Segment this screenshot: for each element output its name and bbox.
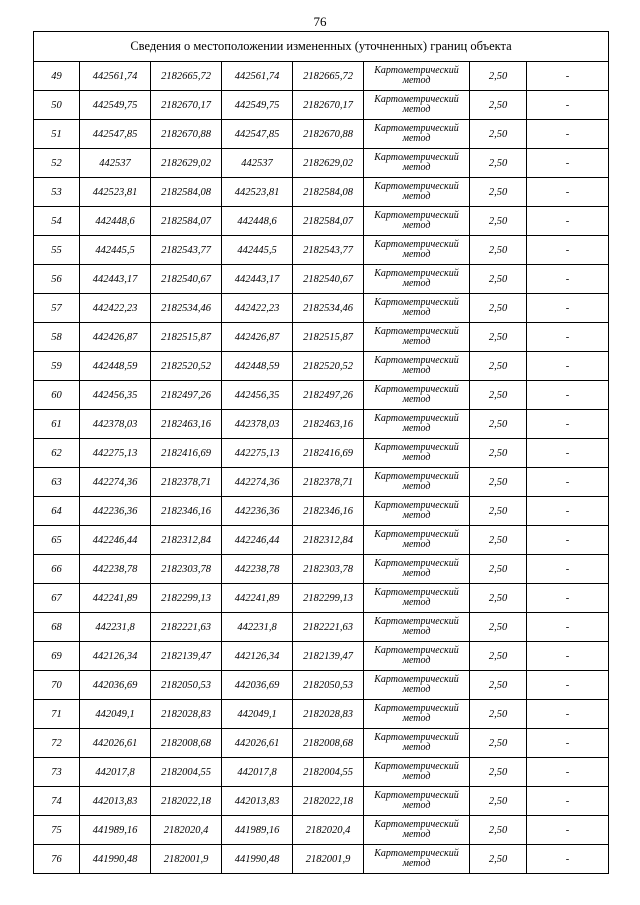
y-existing-cell: 2182050,53 bbox=[151, 671, 222, 700]
table-row bbox=[34, 381, 609, 410]
y-existing-cell: 2182543,77 bbox=[151, 236, 222, 265]
accuracy-cell: 2,50 bbox=[470, 207, 527, 236]
y-new-cell: 2182020,4 bbox=[293, 816, 364, 845]
accuracy-cell: 2,50 bbox=[470, 439, 527, 468]
y-new-cell: 2182299,13 bbox=[293, 584, 364, 613]
y-new-cell: 2182540,67 bbox=[293, 265, 364, 294]
y-new-cell: 2182221,63 bbox=[293, 613, 364, 642]
x-new-cell: 442422,23 bbox=[222, 294, 293, 323]
method-cell: Картометрический метод bbox=[364, 120, 470, 149]
description-cell: - bbox=[527, 787, 609, 816]
point-number-cell: 54 bbox=[34, 207, 80, 236]
accuracy-cell: 2,50 bbox=[470, 352, 527, 381]
point-number-cell: 75 bbox=[34, 816, 80, 845]
x-existing-cell: 442231,8 bbox=[80, 613, 151, 642]
description-cell: - bbox=[527, 642, 609, 671]
y-existing-cell: 2182028,83 bbox=[151, 700, 222, 729]
table-row bbox=[34, 729, 609, 758]
point-number-cell: 57 bbox=[34, 294, 80, 323]
y-existing-cell: 2182520,52 bbox=[151, 352, 222, 381]
x-new-cell: 442537 bbox=[222, 149, 293, 178]
x-new-cell: 442013,83 bbox=[222, 787, 293, 816]
x-new-cell: 442561,74 bbox=[222, 62, 293, 91]
accuracy-cell: 2,50 bbox=[470, 555, 527, 584]
method-cell: Картометрический метод bbox=[364, 845, 470, 874]
y-existing-cell: 2182540,67 bbox=[151, 265, 222, 294]
point-number-cell: 59 bbox=[34, 352, 80, 381]
description-cell: - bbox=[527, 671, 609, 700]
description-cell: - bbox=[527, 613, 609, 642]
point-number-cell: 68 bbox=[34, 613, 80, 642]
y-new-cell: 2182303,78 bbox=[293, 555, 364, 584]
y-new-cell: 2182670,88 bbox=[293, 120, 364, 149]
method-cell: Картометрический метод bbox=[364, 758, 470, 787]
description-cell: - bbox=[527, 845, 609, 874]
y-new-cell: 2182416,69 bbox=[293, 439, 364, 468]
point-number-cell: 62 bbox=[34, 439, 80, 468]
x-existing-cell: 442274,36 bbox=[80, 468, 151, 497]
table-row bbox=[34, 497, 609, 526]
accuracy-cell: 2,50 bbox=[470, 845, 527, 874]
method-cell: Картометрический метод bbox=[364, 149, 470, 178]
y-new-cell: 2182629,02 bbox=[293, 149, 364, 178]
method-cell: Картометрический метод bbox=[364, 642, 470, 671]
x-existing-cell: 442241,89 bbox=[80, 584, 151, 613]
table-row bbox=[34, 671, 609, 700]
x-existing-cell: 442246,44 bbox=[80, 526, 151, 555]
point-number-cell: 72 bbox=[34, 729, 80, 758]
y-new-cell: 2182346,16 bbox=[293, 497, 364, 526]
x-existing-cell: 442378,03 bbox=[80, 410, 151, 439]
method-cell: Картометрический метод bbox=[364, 613, 470, 642]
accuracy-cell: 2,50 bbox=[470, 468, 527, 497]
point-number-cell: 50 bbox=[34, 91, 80, 120]
y-existing-cell: 2182008,68 bbox=[151, 729, 222, 758]
x-existing-cell: 442026,61 bbox=[80, 729, 151, 758]
table-row bbox=[34, 468, 609, 497]
table-title: Сведения о местоположении измененных (уточненных) границ объекта bbox=[34, 32, 609, 62]
x-existing-cell: 442049,1 bbox=[80, 700, 151, 729]
method-cell: Картометрический метод bbox=[364, 178, 470, 207]
x-new-cell: 442026,61 bbox=[222, 729, 293, 758]
y-existing-cell: 2182020,4 bbox=[151, 816, 222, 845]
point-number-cell: 49 bbox=[34, 62, 80, 91]
method-cell: Картометрический метод bbox=[364, 352, 470, 381]
y-existing-cell: 2182022,18 bbox=[151, 787, 222, 816]
method-cell: Картометрический метод bbox=[364, 526, 470, 555]
point-number-cell: 60 bbox=[34, 381, 80, 410]
y-existing-cell: 2182629,02 bbox=[151, 149, 222, 178]
y-existing-cell: 2182001,9 bbox=[151, 845, 222, 874]
method-cell: Картометрический метод bbox=[364, 294, 470, 323]
x-existing-cell: 442036,69 bbox=[80, 671, 151, 700]
method-cell: Картометрический метод bbox=[364, 671, 470, 700]
table-row bbox=[34, 294, 609, 323]
description-cell: - bbox=[527, 410, 609, 439]
accuracy-cell: 2,50 bbox=[470, 410, 527, 439]
description-cell: - bbox=[527, 178, 609, 207]
accuracy-cell: 2,50 bbox=[470, 613, 527, 642]
method-cell: Картометрический метод bbox=[364, 700, 470, 729]
table-title-row bbox=[34, 32, 609, 62]
description-cell: - bbox=[527, 120, 609, 149]
y-existing-cell: 2182584,07 bbox=[151, 207, 222, 236]
x-existing-cell: 442013,83 bbox=[80, 787, 151, 816]
x-new-cell: 442448,59 bbox=[222, 352, 293, 381]
point-number-cell: 63 bbox=[34, 468, 80, 497]
description-cell: - bbox=[527, 62, 609, 91]
x-existing-cell: 442443,17 bbox=[80, 265, 151, 294]
method-cell: Картометрический метод bbox=[364, 323, 470, 352]
table-row bbox=[34, 439, 609, 468]
table-row bbox=[34, 149, 609, 178]
accuracy-cell: 2,50 bbox=[470, 497, 527, 526]
point-number-cell: 67 bbox=[34, 584, 80, 613]
point-number-cell: 53 bbox=[34, 178, 80, 207]
y-existing-cell: 2182534,46 bbox=[151, 294, 222, 323]
x-new-cell: 442547,85 bbox=[222, 120, 293, 149]
y-existing-cell: 2182346,16 bbox=[151, 497, 222, 526]
point-number-cell: 65 bbox=[34, 526, 80, 555]
point-number-cell: 69 bbox=[34, 642, 80, 671]
accuracy-cell: 2,50 bbox=[470, 671, 527, 700]
accuracy-cell: 2,50 bbox=[470, 62, 527, 91]
y-new-cell: 2182022,18 bbox=[293, 787, 364, 816]
y-new-cell: 2182670,17 bbox=[293, 91, 364, 120]
method-cell: Картометрический метод bbox=[364, 410, 470, 439]
x-new-cell: 442426,87 bbox=[222, 323, 293, 352]
point-number-cell: 52 bbox=[34, 149, 80, 178]
accuracy-cell: 2,50 bbox=[470, 729, 527, 758]
y-new-cell: 2182028,83 bbox=[293, 700, 364, 729]
x-existing-cell: 441989,16 bbox=[80, 816, 151, 845]
description-cell: - bbox=[527, 439, 609, 468]
y-existing-cell: 2182303,78 bbox=[151, 555, 222, 584]
x-existing-cell: 442448,59 bbox=[80, 352, 151, 381]
y-existing-cell: 2182004,55 bbox=[151, 758, 222, 787]
x-existing-cell: 442537 bbox=[80, 149, 151, 178]
y-new-cell: 2182584,08 bbox=[293, 178, 364, 207]
table-row bbox=[34, 845, 609, 874]
x-existing-cell: 442547,85 bbox=[80, 120, 151, 149]
description-cell: - bbox=[527, 91, 609, 120]
point-number-cell: 66 bbox=[34, 555, 80, 584]
y-existing-cell: 2182416,69 bbox=[151, 439, 222, 468]
table-row bbox=[34, 207, 609, 236]
method-cell: Картометрический метод bbox=[364, 91, 470, 120]
x-new-cell: 442246,44 bbox=[222, 526, 293, 555]
description-cell: - bbox=[527, 381, 609, 410]
method-cell: Картометрический метод bbox=[364, 236, 470, 265]
point-number-cell: 76 bbox=[34, 845, 80, 874]
page-number: 76 bbox=[313, 14, 327, 29]
description-cell: - bbox=[527, 236, 609, 265]
x-existing-cell: 442523,81 bbox=[80, 178, 151, 207]
accuracy-cell: 2,50 bbox=[470, 265, 527, 294]
method-cell: Картометрический метод bbox=[364, 265, 470, 294]
x-new-cell: 441990,48 bbox=[222, 845, 293, 874]
accuracy-cell: 2,50 bbox=[470, 642, 527, 671]
description-cell: - bbox=[527, 816, 609, 845]
x-existing-cell: 442238,78 bbox=[80, 555, 151, 584]
y-new-cell: 2182534,46 bbox=[293, 294, 364, 323]
x-new-cell: 442049,1 bbox=[222, 700, 293, 729]
accuracy-cell: 2,50 bbox=[470, 526, 527, 555]
point-number-cell: 61 bbox=[34, 410, 80, 439]
table-row bbox=[34, 323, 609, 352]
x-new-cell: 442549,75 bbox=[222, 91, 293, 120]
description-cell: - bbox=[527, 584, 609, 613]
method-cell: Картометрический метод bbox=[364, 816, 470, 845]
point-number-cell: 58 bbox=[34, 323, 80, 352]
accuracy-cell: 2,50 bbox=[470, 236, 527, 265]
table-row bbox=[34, 700, 609, 729]
description-cell: - bbox=[527, 265, 609, 294]
accuracy-cell: 2,50 bbox=[470, 149, 527, 178]
y-existing-cell: 2182463,16 bbox=[151, 410, 222, 439]
table-row bbox=[34, 91, 609, 120]
boundary-coordinates-table bbox=[33, 31, 609, 874]
y-existing-cell: 2182221,63 bbox=[151, 613, 222, 642]
y-new-cell: 2182139,47 bbox=[293, 642, 364, 671]
description-cell: - bbox=[527, 207, 609, 236]
point-number-cell: 73 bbox=[34, 758, 80, 787]
y-new-cell: 2182497,26 bbox=[293, 381, 364, 410]
point-number-cell: 56 bbox=[34, 265, 80, 294]
description-cell: - bbox=[527, 352, 609, 381]
x-new-cell: 442275,13 bbox=[222, 439, 293, 468]
description-cell: - bbox=[527, 323, 609, 352]
y-new-cell: 2182001,9 bbox=[293, 845, 364, 874]
point-number-cell: 55 bbox=[34, 236, 80, 265]
description-cell: - bbox=[527, 526, 609, 555]
method-cell: Картометрический метод bbox=[364, 787, 470, 816]
x-new-cell: 441989,16 bbox=[222, 816, 293, 845]
x-new-cell: 442443,17 bbox=[222, 265, 293, 294]
x-new-cell: 442036,69 bbox=[222, 671, 293, 700]
accuracy-cell: 2,50 bbox=[470, 381, 527, 410]
x-existing-cell: 442426,87 bbox=[80, 323, 151, 352]
y-existing-cell: 2182299,13 bbox=[151, 584, 222, 613]
point-number-cell: 70 bbox=[34, 671, 80, 700]
x-existing-cell: 442017,8 bbox=[80, 758, 151, 787]
x-existing-cell: 442561,74 bbox=[80, 62, 151, 91]
x-existing-cell: 442422,23 bbox=[80, 294, 151, 323]
method-cell: Картометрический метод bbox=[364, 468, 470, 497]
y-new-cell: 2182008,68 bbox=[293, 729, 364, 758]
accuracy-cell: 2,50 bbox=[470, 178, 527, 207]
table-row bbox=[34, 352, 609, 381]
table-row bbox=[34, 613, 609, 642]
x-new-cell: 442274,36 bbox=[222, 468, 293, 497]
method-cell: Картометрический метод bbox=[364, 62, 470, 91]
point-number-cell: 51 bbox=[34, 120, 80, 149]
y-new-cell: 2182665,72 bbox=[293, 62, 364, 91]
table-body bbox=[34, 32, 609, 874]
description-cell: - bbox=[527, 294, 609, 323]
point-number-cell: 74 bbox=[34, 787, 80, 816]
y-existing-cell: 2182378,71 bbox=[151, 468, 222, 497]
y-new-cell: 2182515,87 bbox=[293, 323, 364, 352]
x-new-cell: 442445,5 bbox=[222, 236, 293, 265]
table-row bbox=[34, 526, 609, 555]
y-new-cell: 2182312,84 bbox=[293, 526, 364, 555]
method-cell: Картометрический метод bbox=[364, 381, 470, 410]
table-row bbox=[34, 62, 609, 91]
y-existing-cell: 2182584,08 bbox=[151, 178, 222, 207]
x-existing-cell: 442236,36 bbox=[80, 497, 151, 526]
x-new-cell: 442231,8 bbox=[222, 613, 293, 642]
y-existing-cell: 2182497,26 bbox=[151, 381, 222, 410]
x-new-cell: 442448,6 bbox=[222, 207, 293, 236]
method-cell: Картометрический метод bbox=[364, 497, 470, 526]
accuracy-cell: 2,50 bbox=[470, 323, 527, 352]
x-new-cell: 442523,81 bbox=[222, 178, 293, 207]
description-cell: - bbox=[527, 468, 609, 497]
y-new-cell: 2182050,53 bbox=[293, 671, 364, 700]
x-existing-cell: 442126,34 bbox=[80, 642, 151, 671]
method-cell: Картометрический метод bbox=[364, 555, 470, 584]
description-cell: - bbox=[527, 149, 609, 178]
table-row bbox=[34, 265, 609, 294]
x-existing-cell: 442549,75 bbox=[80, 91, 151, 120]
table-row bbox=[34, 410, 609, 439]
x-new-cell: 442378,03 bbox=[222, 410, 293, 439]
accuracy-cell: 2,50 bbox=[470, 787, 527, 816]
accuracy-cell: 2,50 bbox=[470, 120, 527, 149]
point-number-cell: 64 bbox=[34, 497, 80, 526]
y-new-cell: 2182543,77 bbox=[293, 236, 364, 265]
accuracy-cell: 2,50 bbox=[470, 816, 527, 845]
description-cell: - bbox=[527, 555, 609, 584]
x-existing-cell: 441990,48 bbox=[80, 845, 151, 874]
y-new-cell: 2182584,07 bbox=[293, 207, 364, 236]
y-existing-cell: 2182670,17 bbox=[151, 91, 222, 120]
description-cell: - bbox=[527, 700, 609, 729]
x-existing-cell: 442275,13 bbox=[80, 439, 151, 468]
table-row bbox=[34, 236, 609, 265]
table-row bbox=[34, 758, 609, 787]
y-existing-cell: 2182515,87 bbox=[151, 323, 222, 352]
point-number-cell: 71 bbox=[34, 700, 80, 729]
accuracy-cell: 2,50 bbox=[470, 584, 527, 613]
table-row bbox=[34, 787, 609, 816]
y-new-cell: 2182463,16 bbox=[293, 410, 364, 439]
method-cell: Картометрический метод bbox=[364, 729, 470, 758]
table-row bbox=[34, 120, 609, 149]
y-existing-cell: 2182670,88 bbox=[151, 120, 222, 149]
y-new-cell: 2182378,71 bbox=[293, 468, 364, 497]
y-existing-cell: 2182665,72 bbox=[151, 62, 222, 91]
method-cell: Картометрический метод bbox=[364, 439, 470, 468]
x-existing-cell: 442456,35 bbox=[80, 381, 151, 410]
method-cell: Картометрический метод bbox=[364, 207, 470, 236]
x-existing-cell: 442445,5 bbox=[80, 236, 151, 265]
accuracy-cell: 2,50 bbox=[470, 294, 527, 323]
x-new-cell: 442236,36 bbox=[222, 497, 293, 526]
table-row bbox=[34, 816, 609, 845]
x-existing-cell: 442448,6 bbox=[80, 207, 151, 236]
table-row bbox=[34, 584, 609, 613]
x-new-cell: 442241,89 bbox=[222, 584, 293, 613]
y-existing-cell: 2182312,84 bbox=[151, 526, 222, 555]
y-new-cell: 2182520,52 bbox=[293, 352, 364, 381]
description-cell: - bbox=[527, 758, 609, 787]
description-cell: - bbox=[527, 497, 609, 526]
x-new-cell: 442126,34 bbox=[222, 642, 293, 671]
x-new-cell: 442238,78 bbox=[222, 555, 293, 584]
description-cell: - bbox=[527, 729, 609, 758]
x-new-cell: 442456,35 bbox=[222, 381, 293, 410]
table-row bbox=[34, 555, 609, 584]
accuracy-cell: 2,50 bbox=[470, 758, 527, 787]
accuracy-cell: 2,50 bbox=[470, 91, 527, 120]
y-existing-cell: 2182139,47 bbox=[151, 642, 222, 671]
accuracy-cell: 2,50 bbox=[470, 700, 527, 729]
method-cell: Картометрический метод bbox=[364, 584, 470, 613]
table-row bbox=[34, 178, 609, 207]
y-new-cell: 2182004,55 bbox=[293, 758, 364, 787]
table-row bbox=[34, 642, 609, 671]
x-new-cell: 442017,8 bbox=[222, 758, 293, 787]
